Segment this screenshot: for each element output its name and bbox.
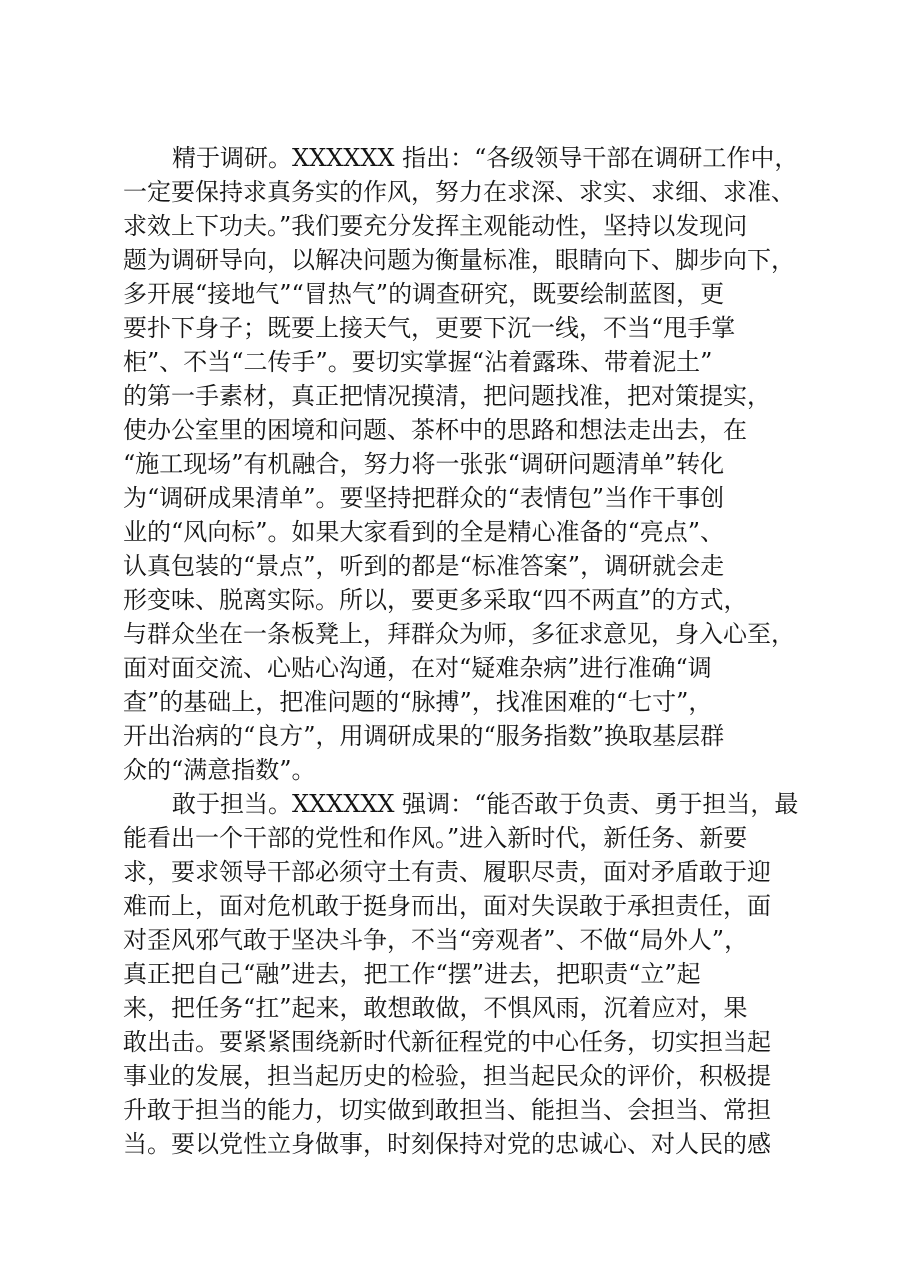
text-line: 精于调研。XXXXXX 指出：“各级领导干部在调研工作中， bbox=[172, 144, 799, 172]
text-line: 能看出一个干部的党性和作风。”进入新时代，新任务、新要 bbox=[123, 824, 748, 852]
text-line: 来，把任务“扛”起来，敢想敢做，不惧风雨，沉着应对，果 bbox=[123, 994, 748, 1022]
text-line: 一定要保持求真务实的作风，努力在求深、求实、求细、求准、 bbox=[123, 178, 795, 206]
text-line: 当。要以党性立身做事，时刻保持对党的忠诚心、对人民的感 bbox=[123, 1130, 771, 1158]
text-line: 难而上，面对危机敢于挺身而出，面对失误敢于承担责任，面 bbox=[123, 892, 771, 920]
text-line: 与群众坐在一条板凳上，拜群众为师，多征求意见，身入心至， bbox=[123, 620, 795, 648]
text-line: 求效上下功夫。”我们要充分发挥主观能动性，坚持以发现问 bbox=[123, 212, 748, 240]
text-line: 敢出击。要紧紧围绕新时代新征程党的中心任务，切实担当起 bbox=[123, 1028, 771, 1056]
text-line: 求，要求领导干部必须守土有责、履职尽责，面对矛盾敢于迎 bbox=[123, 858, 771, 886]
text-line: 形变味、脱离实际。所以，要更多采取“四不两直”的方式， bbox=[123, 586, 748, 614]
text-line: 升敢于担当的能力，切实做到敢担当、能担当、会担当、常担 bbox=[123, 1096, 771, 1124]
text-line: 多开展“接地气”“冒热气”的调查研究，既要绘制蓝图，更 bbox=[123, 280, 725, 308]
text-line: 敢于担当。XXXXXX 强调：“能否敢于负责、勇于担当，最 bbox=[172, 790, 799, 818]
text-line: 认真包装的“景点”，听到的都是“标准答案”，调研就会走 bbox=[123, 552, 725, 580]
text-line: 业的“风向标”。如果大家看到的全是精心准备的“亮点”、 bbox=[123, 518, 725, 546]
text-line: 柜”、不当“二传手”。要切实掌握“沾着露珠、带着泥土” bbox=[123, 348, 713, 376]
text-line: 的第一手素材，真正把情况摸清，把问题找准，把对策提实， bbox=[123, 382, 771, 410]
text-line: 查”的基础上，把准问题的“脉搏”，找准困难的“七寸”， bbox=[123, 688, 713, 716]
text-line: 开出治病的“良方”，用调研成果的“服务指数”换取基层群 bbox=[123, 722, 725, 750]
text-line: 事业的发展，担当起历史的检验，担当起民众的评价，积极提 bbox=[123, 1062, 771, 1090]
text-line: 对歪风邪气敢于坚决斗争，不当“旁观者”、不做“局外人”， bbox=[123, 926, 749, 954]
text-line: 众的“满意指数”。 bbox=[123, 756, 316, 784]
text-line: 面对面交流、心贴心沟通，在对“疑难杂病”进行准确“调 bbox=[123, 654, 712, 682]
text-line: 为“调研成果清单”。要坚持把群众的“表情包”当作干事创 bbox=[123, 484, 725, 512]
text-line: “施工现场”有机融合，努力将一张张“调研问题清单”转化 bbox=[123, 450, 725, 478]
text-line: 使办公室里的困境和问题、茶杯中的思路和想法走出去，在 bbox=[123, 416, 747, 444]
text-line: 真正把自己“融”进去，把工作“摆”进去，把职责“立”起 bbox=[123, 960, 701, 988]
text-line: 要扑下身子；既要上接天气，更要下沉一线，不当“甩手掌 bbox=[123, 314, 736, 342]
text-line: 题为调研导向，以解决问题为衡量标准，眼睛向下、脚步向下， bbox=[123, 246, 795, 274]
